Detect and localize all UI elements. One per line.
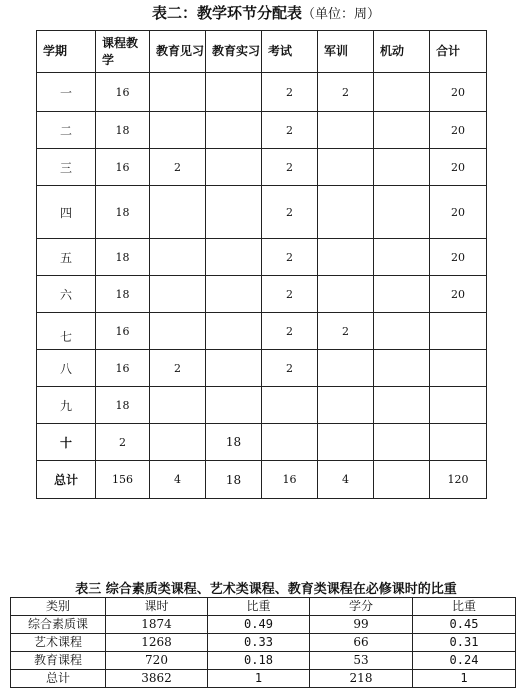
term-cell: 十	[37, 424, 96, 461]
header-cell: 军训	[318, 31, 374, 73]
table-cell: 20	[430, 239, 487, 276]
table-cell	[150, 313, 206, 350]
table-cell: 18	[206, 461, 262, 499]
table-row	[37, 276, 487, 313]
table-cell	[374, 149, 430, 186]
table-cell	[318, 276, 374, 313]
table-cell: 2	[96, 424, 150, 461]
table-cell	[206, 276, 262, 313]
table-cell	[430, 350, 487, 387]
table-cell: 18	[96, 112, 150, 149]
table-cell	[206, 350, 262, 387]
table-cell	[206, 186, 262, 239]
term-cell: 总计	[37, 461, 96, 499]
header-cell: 课时	[106, 598, 208, 616]
table-cell	[430, 387, 487, 424]
table-cell	[318, 387, 374, 424]
table2-title-text: 表二：教学环节分配表	[151, 4, 302, 22]
table-cell: 18	[96, 387, 150, 424]
table-cell: 53	[310, 652, 413, 670]
header-cell: 比重	[413, 598, 516, 616]
table-cell	[150, 424, 206, 461]
table-cell: 18	[206, 424, 262, 461]
table-cell: 20	[430, 73, 487, 112]
header-cell: 学分	[310, 598, 413, 616]
table-row	[37, 424, 487, 461]
table-cell: 1874	[106, 616, 208, 634]
table-cell	[262, 424, 318, 461]
table-cell	[374, 461, 430, 499]
table-cell: 2	[150, 149, 206, 186]
table-cell	[206, 387, 262, 424]
table-cell: 艺术课程	[11, 634, 106, 652]
table-cell: 2	[318, 73, 374, 112]
table-cell: 2	[262, 149, 318, 186]
table-cell	[206, 239, 262, 276]
table-cell	[206, 112, 262, 149]
header-cell: 类别	[11, 598, 106, 616]
table-row	[11, 634, 516, 652]
table-row	[11, 616, 516, 634]
term-cell: 五	[37, 239, 96, 276]
schedule-table	[36, 30, 487, 499]
table-cell: 66	[310, 634, 413, 652]
table-cell	[374, 186, 430, 239]
table-row	[37, 149, 487, 186]
table-cell	[374, 350, 430, 387]
table-cell: 18	[96, 186, 150, 239]
table-cell	[206, 149, 262, 186]
table-cell	[150, 276, 206, 313]
table-cell: 16	[96, 350, 150, 387]
table-row	[37, 112, 487, 149]
header-cell: 考试	[262, 31, 318, 73]
table-cell: 156	[96, 461, 150, 499]
table-cell: 18	[96, 276, 150, 313]
table-cell	[150, 186, 206, 239]
table-cell	[150, 73, 206, 112]
table-cell: 4	[150, 461, 206, 499]
table-cell	[206, 73, 262, 112]
term-cell: 二	[37, 112, 96, 149]
table-cell	[374, 239, 430, 276]
table-cell: 16	[96, 73, 150, 112]
table-cell: 18	[96, 239, 150, 276]
header-cell: 合计	[430, 31, 487, 73]
table-cell: 2	[262, 73, 318, 112]
table-cell: 0.24	[413, 652, 516, 670]
header-cell: 课程教学	[96, 31, 150, 73]
term-cell: 三	[37, 149, 96, 186]
table-cell: 1	[413, 670, 516, 688]
table-cell: 720	[106, 652, 208, 670]
table-cell: 1268	[106, 634, 208, 652]
table-cell	[318, 424, 374, 461]
table-cell	[318, 149, 374, 186]
table-cell	[374, 73, 430, 112]
table-cell: 1	[208, 670, 310, 688]
table-cell	[150, 387, 206, 424]
table-cell	[318, 350, 374, 387]
table-row	[37, 350, 487, 387]
table-cell	[318, 112, 374, 149]
table-cell	[374, 276, 430, 313]
table-cell: 2	[318, 313, 374, 350]
header-cell: 机动	[374, 31, 430, 73]
table-cell: 0.33	[208, 634, 310, 652]
table-cell: 16	[96, 149, 150, 186]
header-cell: 教育实习	[206, 31, 262, 73]
table-cell: 4	[318, 461, 374, 499]
table-cell: 教育课程	[11, 652, 106, 670]
table-cell: 2	[262, 186, 318, 239]
header-cell: 学期	[37, 31, 96, 73]
table-cell: 0.31	[413, 634, 516, 652]
table2-unit: （单位：周）	[302, 7, 381, 22]
term-cell: 六	[37, 276, 96, 313]
table-cell: 2	[262, 313, 318, 350]
table-cell: 16	[262, 461, 318, 499]
term-cell: 八	[37, 350, 96, 387]
table-cell	[262, 387, 318, 424]
table-cell: 2	[262, 276, 318, 313]
table-cell: 99	[310, 616, 413, 634]
term-cell: 一	[37, 73, 96, 112]
table-row	[37, 239, 487, 276]
table-total-row	[37, 461, 487, 499]
course-ratio-table	[10, 597, 516, 688]
table-cell	[206, 313, 262, 350]
table-cell: 0.49	[208, 616, 310, 634]
header-cell: 教育见习	[150, 31, 206, 73]
table-cell: 0.45	[413, 616, 516, 634]
term-cell: 四	[37, 186, 96, 239]
table-total-row	[11, 670, 516, 688]
table-cell: 总计	[11, 670, 106, 688]
table-cell: 3862	[106, 670, 208, 688]
table-cell: 2	[150, 350, 206, 387]
term-cell: 七	[37, 313, 96, 350]
table-row	[37, 387, 487, 424]
table-cell	[374, 112, 430, 149]
table-cell	[430, 313, 487, 350]
table-cell: 120	[430, 461, 487, 499]
table-header-row	[11, 598, 516, 616]
table-cell	[374, 313, 430, 350]
table-header-row	[37, 31, 487, 73]
table-cell: 2	[262, 112, 318, 149]
header-cell: 比重	[208, 598, 310, 616]
table-cell: 2	[262, 239, 318, 276]
table-cell: 20	[430, 112, 487, 149]
table-cell: 20	[430, 186, 487, 239]
table-cell	[430, 424, 487, 461]
table-cell: 2	[262, 350, 318, 387]
table-cell	[318, 239, 374, 276]
table-cell: 16	[96, 313, 150, 350]
term-cell: 九	[37, 387, 96, 424]
table-cell: 0.18	[208, 652, 310, 670]
table-cell: 20	[430, 149, 487, 186]
table-row	[37, 313, 487, 350]
table-cell	[150, 112, 206, 149]
table-cell: 218	[310, 670, 413, 688]
table-cell	[374, 387, 430, 424]
table-cell: 20	[430, 276, 487, 313]
table2-title	[0, 2, 532, 23]
table-row	[37, 73, 487, 112]
table-row	[11, 652, 516, 670]
table-cell	[374, 424, 430, 461]
table-cell: 综合素质课	[11, 616, 106, 634]
table-row	[37, 186, 487, 239]
table-cell	[318, 186, 374, 239]
table3-title: 表三 综合素质类课程、艺术类课程、教育类课程在必修课时的比重	[75, 582, 457, 597]
table-cell	[150, 239, 206, 276]
